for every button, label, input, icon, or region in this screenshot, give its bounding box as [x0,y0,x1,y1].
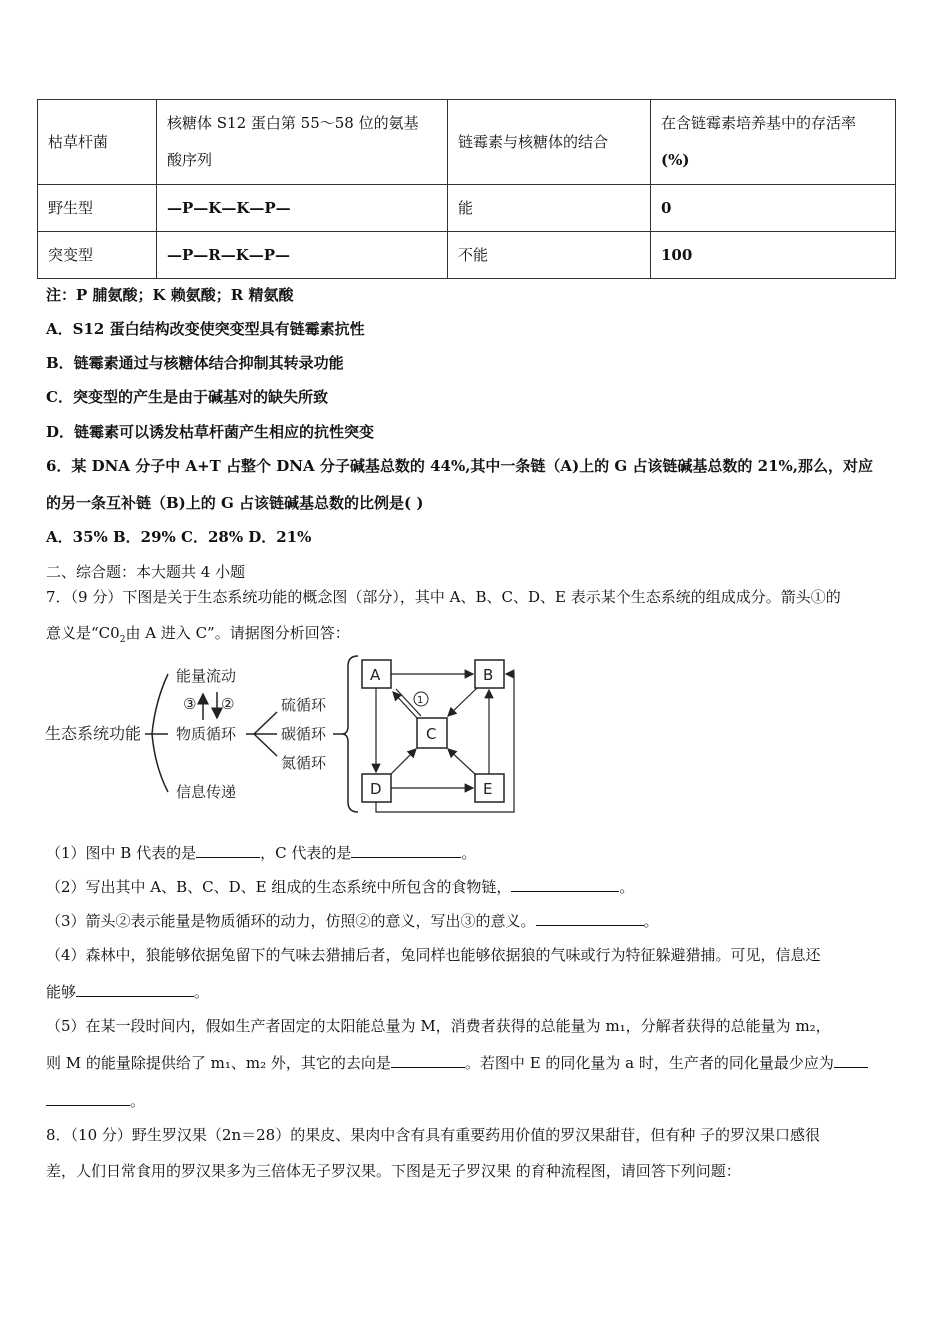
q7-sub2-text: 。 [619,878,635,896]
option-d: D．链霉素可以诱发枯草杆菌产生相应的抗性突变 [46,423,375,441]
brace [342,656,358,812]
branch-material-cycle: 物质循环 [176,725,237,743]
node-a: A [370,666,381,684]
q7-stem-line1: 7．（9 分）下图是关于生态系统功能的概念图（部分），其中 A、B、C、D、E 表示某个生态系统的组成成分。箭头①的 [46,588,841,606]
table-header-cell [157,100,448,185]
node-e: E [483,780,493,798]
header-sequence-line2: 酸序列 [167,151,213,169]
q7-sub3 [46,910,659,931]
branch-energy-flow: 能量流动 [176,667,237,685]
q7-sub5-line1: （5）在某一段时间内，假如生产者固定的太阳能总量为 M，消费者获得的总能量为 m₁，分解者获得的总能量为 m₂， [46,1017,831,1035]
header-sequence-line1: 核糖体 S12 蛋白第 55～58 位的氨基 [167,114,419,132]
q7-sub1-text: （1）图中 B 代表的是 [46,844,197,862]
node-d: D [370,780,382,798]
answer-blank[interactable] [196,843,260,858]
q7-sub5-line2 [46,1052,868,1073]
table-header-cell [38,100,157,185]
q7-sub3-text: 。 [643,912,659,930]
cell-type: 突变型 [38,232,157,279]
table-header-row [38,100,896,185]
cell-survival: 0 [651,185,896,232]
q7-sub5-line3 [46,1090,145,1111]
q7-sub1-text: 。 [461,844,477,862]
option-b: B．链霉素通过与核糖体结合抑制其转录功能 [46,354,344,372]
streptomycin-table [37,99,896,279]
q7-sub4-text: 。 [194,983,210,1001]
branch-information: 信息传递 [176,783,237,801]
table-row [38,185,896,232]
sulfur-cycle: 硫循环 [281,696,327,714]
q8-stem-line1: 8．（10 分）野生罗汉果（2n＝28）的果皮、果肉中含有具有重要药用价值的罗汉果甜苷，但有种 子的罗汉果口感很 [46,1126,820,1144]
answer-blank[interactable] [351,843,461,858]
cell-binding: 不能 [448,232,651,279]
q7-sub4-text: 能够 [46,983,77,1001]
table-note: 注：P 脯氨酸；K 赖氨酸；R 精氨酸 [46,286,294,304]
q7-sub3-text: （3）箭头②表示能量是物质循环的动力，仿照②的意义，写出③的意义。 [46,912,536,930]
option-c: C．突变型的产生是由于碱基对的缺失所致 [46,388,328,406]
node-c: C [426,725,437,743]
q7-sub4-line1: （4）森林中，狼能够依据兔留下的气味去猎捕后者，兔同样也能够依据狼的气味或行为特征躲避猎捕。可见，信息还 [46,946,821,964]
table-header-cell [448,100,651,185]
q7-sub5-text: 。若图中 E 的同化量为 a 时，生产者的同化量最少应为 [464,1054,834,1072]
ecosystem-concept-diagram [40,652,540,824]
arrow1-label: 1 [417,695,424,706]
answer-blank[interactable] [391,1053,465,1068]
cell-sequence: —P—K—K—P— [157,185,448,232]
diagram-root-label: 生态系统功能 [45,724,142,743]
node-b: B [483,666,494,684]
q7-sub5-text: 。 [130,1092,146,1110]
subscript: 2 [119,635,126,645]
arrow2-label: ② [221,695,235,713]
header-bacteria: 枯草杆菌 [48,132,109,151]
q7-text: 由 A 进入 C”。请据图分析回答： [125,624,350,642]
answer-blank[interactable] [511,877,619,892]
cell-binding: 能 [448,185,651,232]
q6-stem-line1: 6．某 DNA 分子中 A+T 占整个 DNA 分子碱基总数的 44%,其中一条链（A)上的 G 占该链碱基总数的 21%,那么，对应 [46,457,873,475]
answer-blank[interactable] [536,911,644,926]
header-survival-line1: 在含链霉素培养基中的存活率 [661,114,857,132]
table-header-cell [651,100,896,185]
cell-survival: 100 [651,232,896,279]
section-title: 二、综合题：本大题共 4 小题 [46,563,246,581]
answer-blank[interactable] [76,982,194,997]
cell-sequence: —P—R—K—P— [157,232,448,279]
q7-sub1 [46,842,476,863]
q7-sub1-text: ，C 代表的是 [260,844,352,862]
q7-stem-line2 [46,622,350,645]
arrow3-label: ③ [183,695,197,713]
header-binding: 链霉素与核糖体的结合 [458,132,609,151]
q7-sub2 [46,876,634,897]
q8-stem-line2: 差，人们日常食用的罗汉果多为三倍体无子罗汉果。下图是无子罗汉果 的育种流程图，请回答下列问题： [46,1162,741,1180]
q7-sub4-line2 [46,981,209,1002]
q6-options: A．35% B．29% C．28% D．21% [46,528,312,546]
answer-blank[interactable] [46,1091,130,1106]
carbon-cycle: 碳循环 [281,725,327,743]
q7-sub5-text: 则 M 的能量除提供给了 m₁、m₂ 外，其它的去向是 [46,1054,391,1072]
cell-type: 野生型 [38,185,157,232]
q7-sub2-text: （2）写出其中 A、B、C、D、E 组成的生态系统中所包含的食物链， [46,878,512,896]
nitrogen-cycle: 氮循环 [281,754,327,772]
table-row [38,232,896,279]
answer-blank[interactable] [834,1053,868,1068]
q6-stem-line2: 的另一条互补链（B)上的 G 占该链碱基总数的比例是( ) [46,494,424,512]
q7-text: 意义是“C0 [46,624,120,642]
option-a: A．S12 蛋白结构改变使突变型具有链霉素抗性 [46,320,365,338]
header-survival-line2: (%) [661,151,690,169]
